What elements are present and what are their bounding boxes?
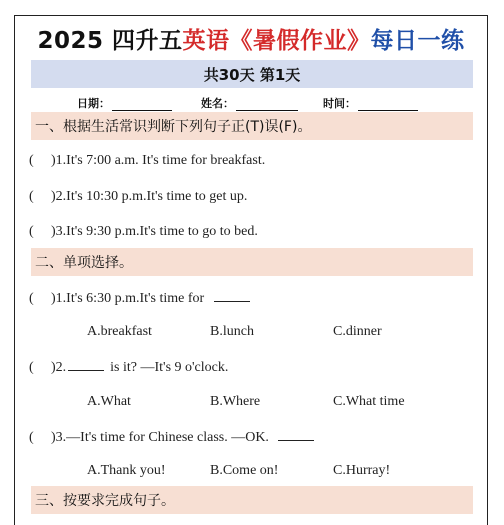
info-row bbox=[15, 92, 487, 112]
option-c[interactable]: C.Hurray! bbox=[333, 463, 391, 478]
date-blank[interactable] bbox=[112, 99, 172, 111]
title-subject: 英语《暑假作业》 bbox=[182, 27, 371, 54]
section-heading-2: 二、单项选择。 bbox=[31, 248, 473, 276]
date-field[interactable] bbox=[77, 95, 172, 111]
tf-question-1 bbox=[29, 153, 265, 169]
title-daily: 每日一练 bbox=[370, 27, 465, 54]
mc-question-3 bbox=[29, 429, 314, 446]
question-text: )2. bbox=[51, 360, 67, 375]
fill-blank[interactable] bbox=[278, 429, 314, 441]
time-label: 时间： bbox=[323, 97, 356, 110]
option-a[interactable]: A.breakfast bbox=[87, 324, 152, 339]
name-label: 姓名： bbox=[201, 97, 234, 110]
option-b[interactable]: B.Come on! bbox=[210, 463, 279, 478]
answer-paren[interactable]: ( bbox=[29, 430, 34, 445]
question-text: )1.It's 7:00 a.m. It's time for breakfast. bbox=[51, 153, 266, 168]
fill-blank[interactable] bbox=[214, 290, 250, 302]
option-c[interactable]: C.What time bbox=[333, 394, 405, 409]
mc-question-2 bbox=[29, 359, 228, 376]
answer-paren[interactable]: ( bbox=[29, 224, 34, 239]
option-b[interactable]: B.lunch bbox=[210, 324, 254, 339]
title-grade: 2025 四升五 bbox=[37, 27, 183, 54]
fill-blank[interactable] bbox=[68, 359, 104, 371]
answer-paren[interactable]: ( bbox=[29, 153, 34, 168]
tf-question-3 bbox=[29, 224, 258, 240]
name-field[interactable] bbox=[201, 95, 298, 111]
option-b[interactable]: B.Where bbox=[210, 394, 261, 409]
question-text: )3.It's 9:30 p.m.It's time to go to bed. bbox=[51, 224, 258, 239]
day-banner: 共30天 第1天 bbox=[31, 60, 473, 88]
question-text: )2.It's 10:30 p.m.It's time to get up. bbox=[51, 189, 248, 204]
section-heading-1: 一、根据生活常识判断下列句子正(T)误(F)。 bbox=[31, 112, 473, 140]
question-text-after: is it? —It's 9 o'clock. bbox=[110, 360, 229, 375]
time-field[interactable] bbox=[323, 95, 418, 111]
section-heading-3: 三、按要求完成句子。 bbox=[31, 486, 473, 514]
page-title bbox=[15, 16, 487, 60]
option-a[interactable]: A.Thank you! bbox=[87, 463, 166, 478]
time-blank[interactable] bbox=[358, 99, 418, 111]
answer-paren[interactable]: ( bbox=[29, 360, 34, 375]
answer-paren[interactable]: ( bbox=[29, 291, 34, 306]
tf-question-2 bbox=[29, 189, 247, 205]
option-a[interactable]: A.What bbox=[87, 394, 131, 409]
question-text: )3.—It's time for Chinese class. —OK. bbox=[51, 430, 269, 445]
question-text: )1.It's 6:30 p.m.It's time for bbox=[51, 291, 205, 306]
date-label: 日期： bbox=[77, 97, 110, 110]
option-c[interactable]: C.dinner bbox=[333, 324, 382, 339]
name-blank[interactable] bbox=[236, 99, 298, 111]
worksheet bbox=[14, 15, 488, 525]
mc-question-1 bbox=[29, 290, 250, 307]
answer-paren[interactable]: ( bbox=[29, 189, 34, 204]
